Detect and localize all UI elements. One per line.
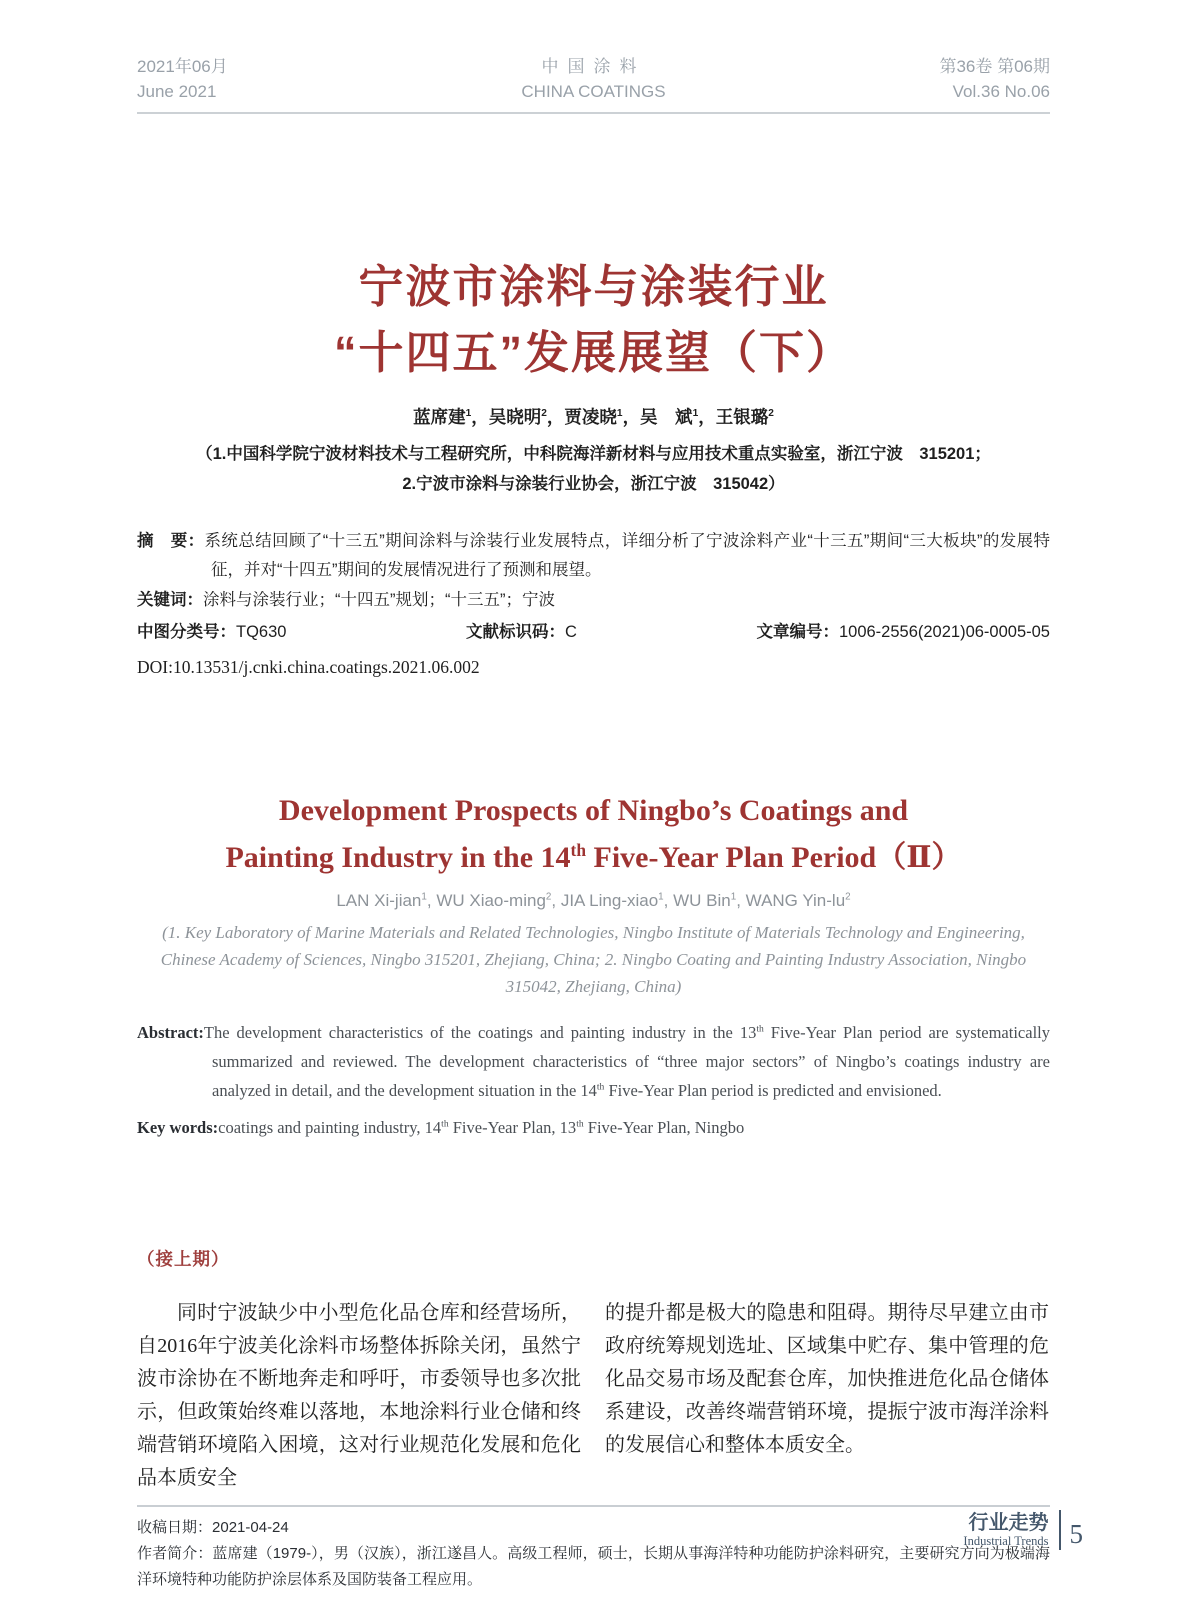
body-column-right <box>605 1297 1049 1495</box>
issue-en: Vol.36 No.06 <box>952 82 1050 101</box>
document-code-value: C <box>565 623 577 641</box>
continued-note: （接上期） <box>137 1249 230 1269</box>
doi: DOI:10.13531/j.cnki.china.coatings.2021.06.002 <box>137 657 480 677</box>
abstract-en-label: Abstract: <box>137 1023 204 1042</box>
keywords-cn-text: 涂料与涂装行业；“十四五”规划；“十三五”；宁波 <box>203 591 555 609</box>
author-bio-text: 蓝席建（1979-），男（汉族），浙江遂昌人。高级工程师，硕士，长期从事海洋特种功能防护涂料研究，主要研究方向为极端海洋环境特种功能防护涂层体系及国防装备工程应用。 <box>137 1545 1050 1588</box>
article-id-value: 1006-2556(2021)06-0005-05 <box>838 623 1050 641</box>
received-date-label: 收稿日期： <box>137 1519 213 1536</box>
affiliation-en: (1. Key Laboratory of Marine Materials and Related Technologies, Ningbo Institute of Materials Technology and Engineering, Chinese Academy of Sciences, Ningbo 315201, Zhejiang, China; 2. Ningbo Coating and Painting Industry Association, Ningbo 315042, Zhejiang, China) <box>160 923 1027 996</box>
keywords-en-text: coatings and painting industry, 14th Five-Year Plan, 13th Five-Year Plan, Ningbo <box>218 1118 745 1137</box>
abstract-cn-text: 系统总结回顾了“十三五”期间涂料与涂装行业发展特点，详细分析了宁波涂料产业“十三五”期间“三大板块”的发展特征，并对“十四五”期间的发展情况进行了预测和展望。 <box>204 532 1050 579</box>
received-date-value: 2021-04-24 <box>212 1519 289 1536</box>
page-number: 5 <box>1069 1518 1083 1549</box>
authors-cn: 蓝席建$^1$，吴晓明$^2$，贾凌晓$^1$，吴 斌$^1$，王银璐$^2$ <box>413 407 774 427</box>
body-paragraph-left: 同时宁波缺少中小型危化品仓库和经营场所，自2016年宁波美化涂料市场整体拆除关闭，虽然宁波市涂协在不断地奔走和呼吁，市委领导也多次批示，但政策始终难以落地，本地涂料行业仓储和终端营销环境陷入困境，这对行业规范化发展和危化品本质安全 <box>137 1302 581 1489</box>
article-title-cn <box>137 254 1050 386</box>
journal-name-cn: 中国涂料 <box>541 57 646 76</box>
abstract-cn <box>137 527 1050 585</box>
body-paragraph-right: 的提升都是极大的隐患和阻碍。期待尽早建立由市政府统筹规划选址、区域集中贮存、集中管理的危化品交易市场及配套仓库，加快推进危化品仓储体系建设，改善终端营销环境，提振宁波市海洋涂料的发展信心和整体本质安全。 <box>605 1302 1049 1456</box>
running-head-journal <box>504 54 684 104</box>
document-code-label: 文献标识码： <box>466 623 565 641</box>
article-title-cn-line1: 宁波市涂料与涂装行业 <box>358 261 829 312</box>
footer-section-en: Industrial Trends <box>963 1533 1049 1548</box>
abstract-cn-label: 摘 要： <box>137 532 205 550</box>
author-bio-line <box>137 1541 1050 1593</box>
clc-number <box>137 618 286 647</box>
date-cn: 2021年06月 <box>137 57 228 76</box>
running-head-issue <box>870 54 1050 104</box>
clc-value: TQ630 <box>236 623 287 641</box>
running-head-date <box>137 54 317 104</box>
keywords-en <box>137 1113 1050 1142</box>
body-columns <box>137 1297 1050 1495</box>
keywords-cn-label: 关键词： <box>137 591 203 609</box>
article-title-en-line2: Painting Industry in the 14th Five-Year Plan Period（Ⅱ） <box>225 840 962 874</box>
abstract-en <box>137 1018 1050 1105</box>
page-footer <box>963 1510 1083 1550</box>
date-en: June 2021 <box>137 82 217 101</box>
footnote-block <box>137 1505 1050 1593</box>
article-title-cn-line2: “十四五”发展展望（下） <box>333 327 853 378</box>
keywords-en-label: Key words: <box>137 1118 219 1137</box>
authors-en: LAN Xi-jian$^1$, WU Xiao-ming$^2$, JIA Ling-xiao$^1$, WU Bin$^1$, WANG Yin-$lu^2$ <box>336 891 851 910</box>
running-head <box>137 54 1050 114</box>
abstract-en-text: The development characteristics of the coatings and painting industry in the 13th Five-Year Plan period are systematically summarized and reviewed. The development characteristics of “three major sectors” of Ningbo’s coatings industry are analyzed in detail, and the development situation in the 14th Five-Year Plan period is predicted and envisioned. <box>203 1023 1050 1100</box>
author-bio-label: 作者简介： <box>137 1545 213 1562</box>
keywords-cn <box>137 586 1050 615</box>
footer-section <box>963 1512 1058 1549</box>
affiliation-cn <box>137 439 1050 499</box>
affiliation-cn-line1: （1.中国科学院宁波材料技术与工程研究所，中科院海洋新材料与应用技术重点实验室，浙江宁波 315201； <box>196 445 991 463</box>
affiliation-cn-line2: 2.宁波市涂料与涂装行业协会，浙江宁波 315042） <box>402 475 785 493</box>
clc-label: 中图分类号： <box>137 623 236 641</box>
article-title-en <box>137 787 1050 881</box>
document-code <box>466 618 577 647</box>
article-id <box>756 618 1050 647</box>
issue-cn: 第36卷 第06期 <box>939 57 1050 76</box>
footer-section-cn: 行业走势 <box>968 1511 1049 1534</box>
journal-name-en: CHINA COATINGS <box>521 82 666 101</box>
classification-row <box>137 618 1050 647</box>
article-title-en-line1: Development Prospects of Ningbo’s Coatings and <box>278 794 909 827</box>
body-column-left <box>137 1297 581 1495</box>
received-date-line <box>137 1515 1050 1541</box>
article-id-label: 文章编号： <box>756 623 839 641</box>
